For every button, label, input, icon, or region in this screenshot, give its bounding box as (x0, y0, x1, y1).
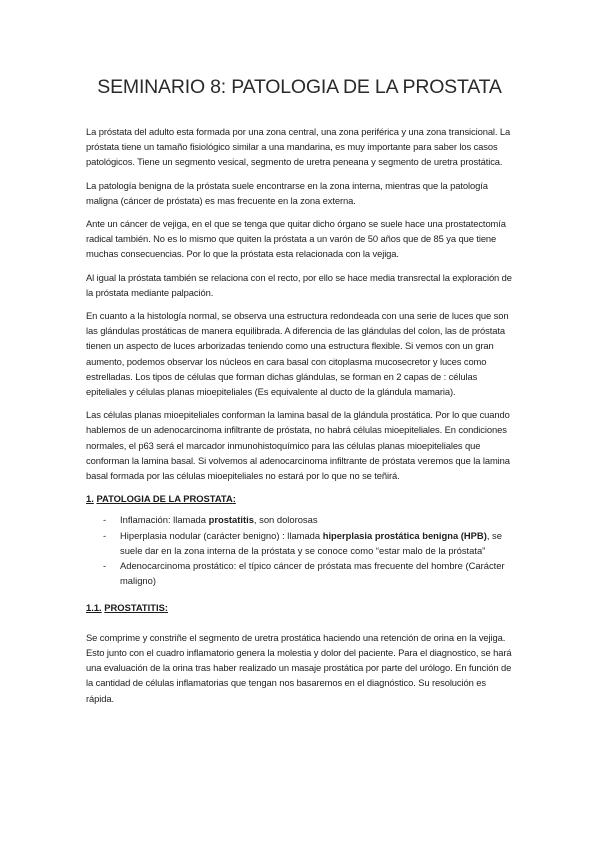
list-item (86, 528, 516, 558)
paragraph-histology: En cuanto a la histología normal, se observa una estructura redondeada con una serie de luces que son las glándulas prostáticas de manera equilibrada. A diferencia de las glándulas del colon, las de próstata tienen un aspecto de luces arborizadas teniendo como una estructura flexible. Si vemos con un gran aumento, podemos observar los núcleos en cara basal con citoplasma mucosecretor y luces como estrelladas. Los tipos de células que forman dichas glándulas, se forman en 2 capas de : células epiteliales y células planas mioepiteliales (Es equivalente al ducto de la glándula mamaria). (86, 310, 509, 398)
list-item (86, 558, 516, 588)
bullet-bold-term: prostatitis (208, 514, 254, 526)
bullet-text: , son dolorosas (253, 514, 318, 526)
paragraph-anatomy: La próstata del adulto esta formada por una zona central, una zona periférica y una zona transicional. La próstata tiene un tamaño fisiológico similar a una mandarina, es muy importante para saber los casos patológicos. Tiene un segmento vesical, segmento de uretra peneana y segmento de uretra prostática. (86, 126, 511, 168)
bullet-text: , se suele dar en la zona interna de la próstata y se conoce como “estar malo de la próstata” (120, 529, 502, 556)
paragraph-prostatitis: Se comprime y constriñe el segmento de uretra prostática haciendo una retención de orina en la vejiga. Esto junto con el cuadro inflamatorio genera la molestia y dolor del paciente. Para el diagnostico, se hará una evaluación de la orina tras haber realizado un masaje prostática por parte del urólogo. En función de la cantidad de células inflamatorias que tengan nos basaremos en el diagnóstico. Su resolución es rápida. (86, 631, 512, 704)
paragraph-bladder-relation: Ante un cáncer de vejiga, en el que se tenga que quitar dicho órgano se suele hace una prostatectomía radical también. No es lo mismo que quiten la próstata a un varón de 50 años que de 85 ya que tiene muchas consecuencias. Por lo que la próstata esta relacionada con la vejiga. (86, 218, 506, 260)
section-colon: : (232, 493, 236, 505)
bullet-text: Hiperplasia nodular (carácter benigno) : llamada (120, 529, 323, 541)
section-number: 1. (86, 493, 94, 505)
bullet-dash: - (103, 514, 107, 526)
bullet-text: Adenocarcinoma prostático: el típico cáncer de próstata mas frecuente del hombre (Carácter maligno) (120, 560, 505, 587)
section-label: PROSTATITIS (104, 602, 165, 614)
list-item (86, 512, 516, 527)
pathology-list (86, 512, 516, 588)
section-label: PATOLOGIA DE LA PROSTATA (96, 493, 233, 505)
bullet-text: Inflamación: llamada (120, 514, 209, 526)
section-colon: : (164, 602, 168, 614)
paragraph-myoepithelial: Las células planas mioepiteliales conforman la lamina basal de la glándula prostática. Por lo que cuando hablemos de un adenocarcinoma infiltrante de próstata, no habrá células mioepiteliales. En condiciones normales, el p63 será el marcador inmunohistoquímico para las células planas mioepiteliales que conforman la lamina basal. Si volvemos al adenocarcinoma infiltrante de próstata veremos que la lamina basal formada por las células mioepiteliales no estará por lo que no se teñirá. (86, 409, 510, 482)
section-number: 1.1. (86, 602, 102, 614)
bullet-bold-term: hiperplasia prostática benigna (HPB) (322, 529, 487, 541)
section-heading-patologia (86, 491, 516, 506)
bullet-dash: - (103, 560, 107, 572)
paragraph-rectum-relation: Al igual la próstata también se relaciona con el recto, por ello se hace media transrectal la exploración de la próstata mediante palpación. (86, 271, 512, 298)
paragraph-benign-malignant: La patología benigna de la próstata suele encontrarse en la zona interna, mientras que la patología maligna (cáncer de próstata) es mas frecuente en la zona externa. (86, 179, 488, 206)
section-heading-prostatitis (86, 600, 516, 615)
document-body (86, 124, 516, 714)
page-title: SEMINARIO 8: PATOLOGIA DE LA PROSTATA (97, 76, 502, 98)
bullet-dash: - (103, 529, 107, 541)
